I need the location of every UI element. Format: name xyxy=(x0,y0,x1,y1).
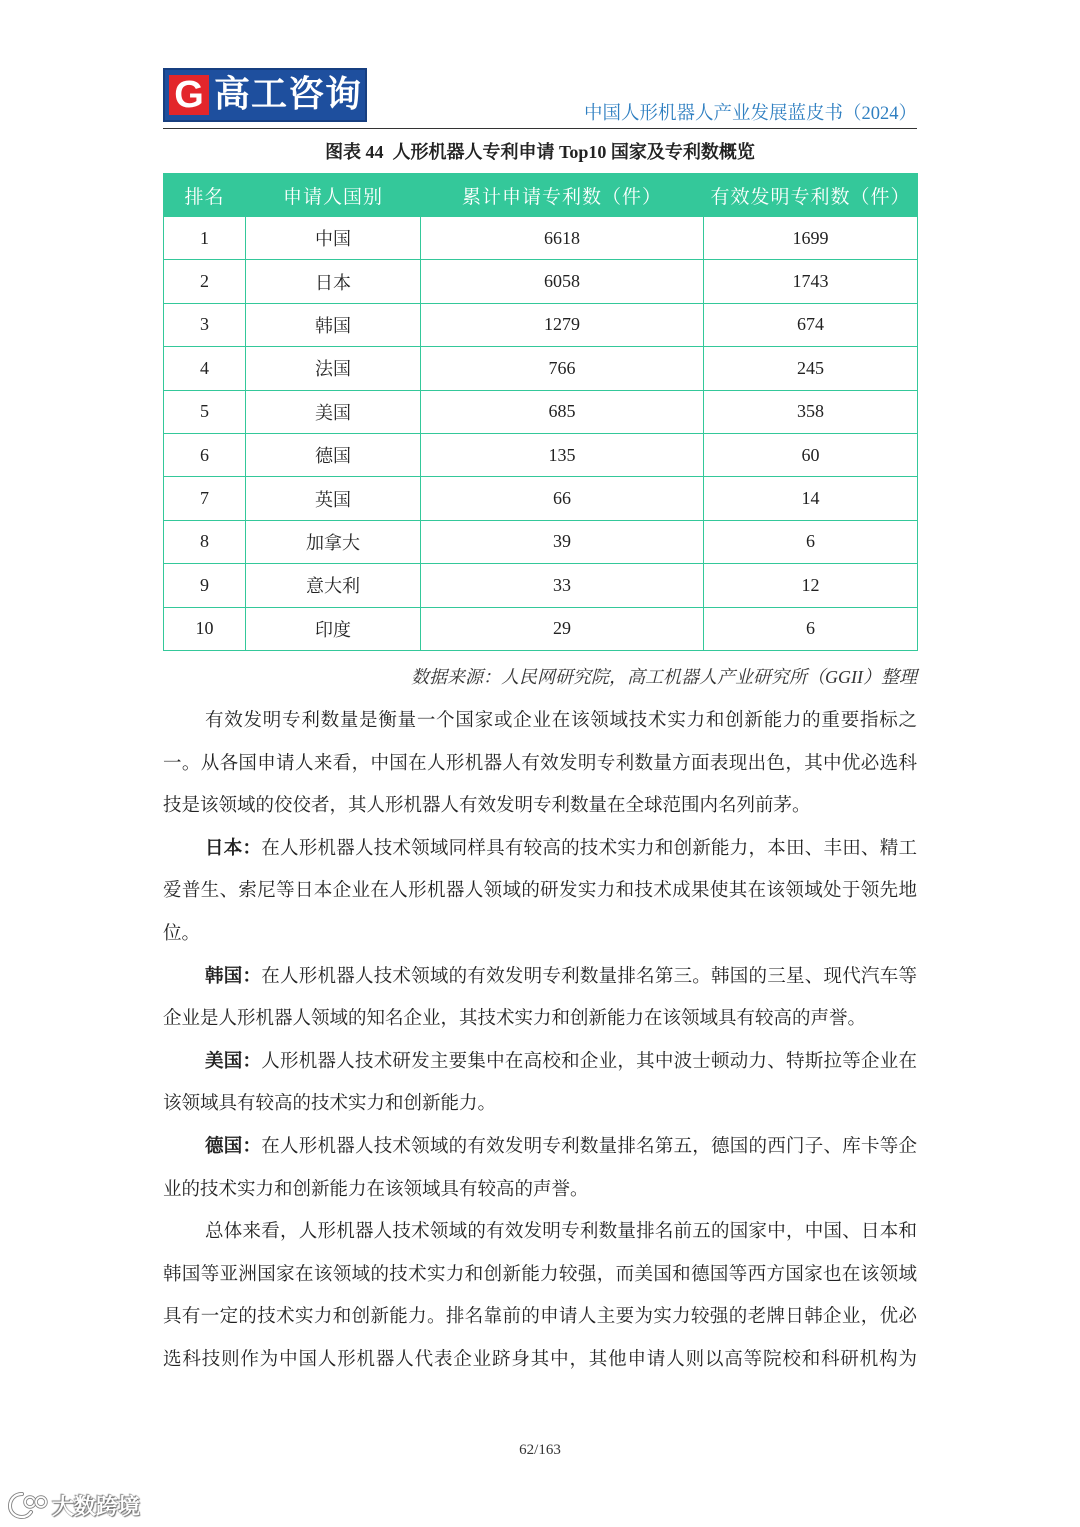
text-line-content: 在人形机器人技术领域的有效发明专利数量排名第三。韩国的三星、现代汽车等 xyxy=(261,966,917,987)
text-line: 选科技则作为中国人形机器人代表企业跻身其中，其他申请人则以高等院校和科研机构为 xyxy=(163,1349,917,1370)
paragraph-label: 日本： xyxy=(205,838,262,859)
cell-total-applications: 66 xyxy=(421,477,704,520)
text-line: 具有一定的技术实力和创新能力。排名靠前的申请人主要为实力较强的老牌日韩企业，优必 xyxy=(163,1307,917,1328)
cell-total-applications: 685 xyxy=(421,390,704,433)
cell-total-applications: 766 xyxy=(421,347,704,390)
data-source-note: 数据来源：人民网研究院，高工机器人产业研究所（GGII）整理 xyxy=(411,667,917,687)
paragraph-japan xyxy=(163,828,917,956)
document-title: 中国人形机器人产业发展蓝皮书（2024） xyxy=(583,104,917,124)
logo-mark: G xyxy=(169,75,209,115)
cell-total-applications: 33 xyxy=(421,564,704,607)
text-line xyxy=(163,828,917,871)
text-line-content: 人形机器人技术研发主要集中在高校和企业，其中波士顿动力、特斯拉等企业在 xyxy=(261,1051,917,1072)
paragraph-label: 韩国： xyxy=(205,966,262,987)
table-row xyxy=(164,260,918,303)
paragraph-summary xyxy=(163,1211,917,1381)
cell-country: 加拿大 xyxy=(246,520,421,563)
cell-country: 德国 xyxy=(246,433,421,476)
cell-rank: 1 xyxy=(164,217,246,260)
text-line: 业的技术实力和创新能力在该领域具有较高的声誉。 xyxy=(163,1179,589,1200)
cell-valid-patents: 12 xyxy=(704,564,918,607)
paragraph-usa xyxy=(163,1041,917,1126)
cell-rank: 8 xyxy=(164,520,246,563)
body-text xyxy=(163,700,917,1382)
cell-valid-patents: 1699 xyxy=(704,217,918,260)
text-line: 爱普生、索尼等日本企业在人形机器人领域的研发实力和技术成果使其在该领域处于领先地 xyxy=(163,881,917,902)
table-row xyxy=(164,217,918,260)
paragraph-germany xyxy=(163,1126,917,1211)
cell-rank: 4 xyxy=(164,347,246,390)
table-caption: 图表 44 人形机器人专利申请 Top10 国家及专利数概览 xyxy=(325,142,755,162)
text-line: 技是该领域的佼佼者，其人形机器人有效发明专利数量在全球范围内名列前茅。 xyxy=(163,796,811,817)
column-header-total-applications: 累计申请专利数（件） xyxy=(421,174,704,217)
logo-text: 高工咨询 xyxy=(214,74,363,115)
table-row xyxy=(164,303,918,346)
table-row xyxy=(164,520,918,563)
cell-rank: 7 xyxy=(164,477,246,520)
text-line-content: 在人形机器人技术领域同样具有较高的技术实力和创新能力，本田、丰田、精工 xyxy=(261,838,917,859)
table-body xyxy=(164,217,918,651)
cell-rank: 9 xyxy=(164,564,246,607)
text-line: 企业是人形机器人领域的知名企业，其技术实力和创新能力在该领域具有较高的声誉。 xyxy=(163,1009,867,1030)
cell-valid-patents: 6 xyxy=(704,520,918,563)
column-header-valid-patents: 有效发明专利数（件） xyxy=(704,174,918,217)
cell-valid-patents: 6 xyxy=(704,607,918,650)
paragraph-label: 德国： xyxy=(205,1136,262,1157)
cell-rank: 3 xyxy=(164,303,246,346)
text-line: 该领域具有较高的技术实力和创新能力。 xyxy=(163,1094,497,1115)
cell-valid-patents: 1743 xyxy=(704,260,918,303)
paragraph-overview xyxy=(163,700,917,828)
text-line: 位。 xyxy=(163,923,201,944)
text-line-content: 在人形机器人技术领域的有效发明专利数量排名第五，德国的西门子、库卡等企 xyxy=(261,1136,917,1157)
table-row xyxy=(164,564,918,607)
paragraph-label: 美国： xyxy=(205,1051,262,1072)
cell-rank: 10 xyxy=(164,607,246,650)
column-header-country: 申请人国别 xyxy=(246,174,421,217)
table-row xyxy=(164,433,918,476)
cell-total-applications: 6058 xyxy=(421,260,704,303)
text-line: 有效发明专利数量是衡量一个国家或企业在该领域技术实力和创新能力的重要指标之 xyxy=(205,711,917,731)
text-line: 总体来看，人形机器人技术领域的有效发明专利数量排名前五的国家中，中国、日本和 xyxy=(205,1222,917,1243)
table-row xyxy=(164,607,918,650)
cell-country: 美国 xyxy=(246,390,421,433)
cell-country: 韩国 xyxy=(246,303,421,346)
paragraph-korea xyxy=(163,956,917,1041)
cell-total-applications: 6618 xyxy=(421,217,704,260)
cell-country: 法国 xyxy=(246,347,421,390)
patent-table xyxy=(163,173,918,651)
cell-rank: 5 xyxy=(164,390,246,433)
cell-valid-patents: 14 xyxy=(704,477,918,520)
text-line xyxy=(163,956,917,999)
cell-country: 意大利 xyxy=(246,564,421,607)
watermark xyxy=(8,1488,140,1522)
cell-valid-patents: 358 xyxy=(704,390,918,433)
text-line: 一。从各国申请人来看，中国在人形机器人有效发明专利数量方面表现出色，其中优必选科 xyxy=(163,753,917,774)
table-header-row xyxy=(164,174,918,217)
company-logo xyxy=(163,68,367,122)
text-line: 韩国等亚洲国家在该领域的技术实力和创新能力较强，而美国和德国等西方国家也在该领域 xyxy=(163,1264,917,1285)
cell-country: 中国 xyxy=(246,217,421,260)
cell-total-applications: 29 xyxy=(421,607,704,650)
table-head xyxy=(164,174,918,217)
watermark-text: 大数跨境 xyxy=(52,1494,141,1520)
cell-valid-patents: 60 xyxy=(704,433,918,476)
header-divider xyxy=(163,128,917,129)
page-number: 62/163 xyxy=(519,1442,561,1458)
cell-total-applications: 39 xyxy=(421,520,704,563)
text-line xyxy=(163,1041,917,1084)
cell-country: 日本 xyxy=(246,260,421,303)
cell-country: 英国 xyxy=(246,477,421,520)
brand-logo-icon xyxy=(8,1490,48,1520)
table-row xyxy=(164,347,918,390)
cell-total-applications: 135 xyxy=(421,433,704,476)
table-row xyxy=(164,390,918,433)
cell-country: 印度 xyxy=(246,607,421,650)
table-row xyxy=(164,477,918,520)
cell-valid-patents: 674 xyxy=(704,303,918,346)
cell-total-applications: 1279 xyxy=(421,303,704,346)
text-line xyxy=(163,1126,917,1169)
column-header-rank: 排名 xyxy=(164,174,246,217)
cell-valid-patents: 245 xyxy=(704,347,918,390)
cell-rank: 2 xyxy=(164,260,246,303)
cell-rank: 6 xyxy=(164,433,246,476)
